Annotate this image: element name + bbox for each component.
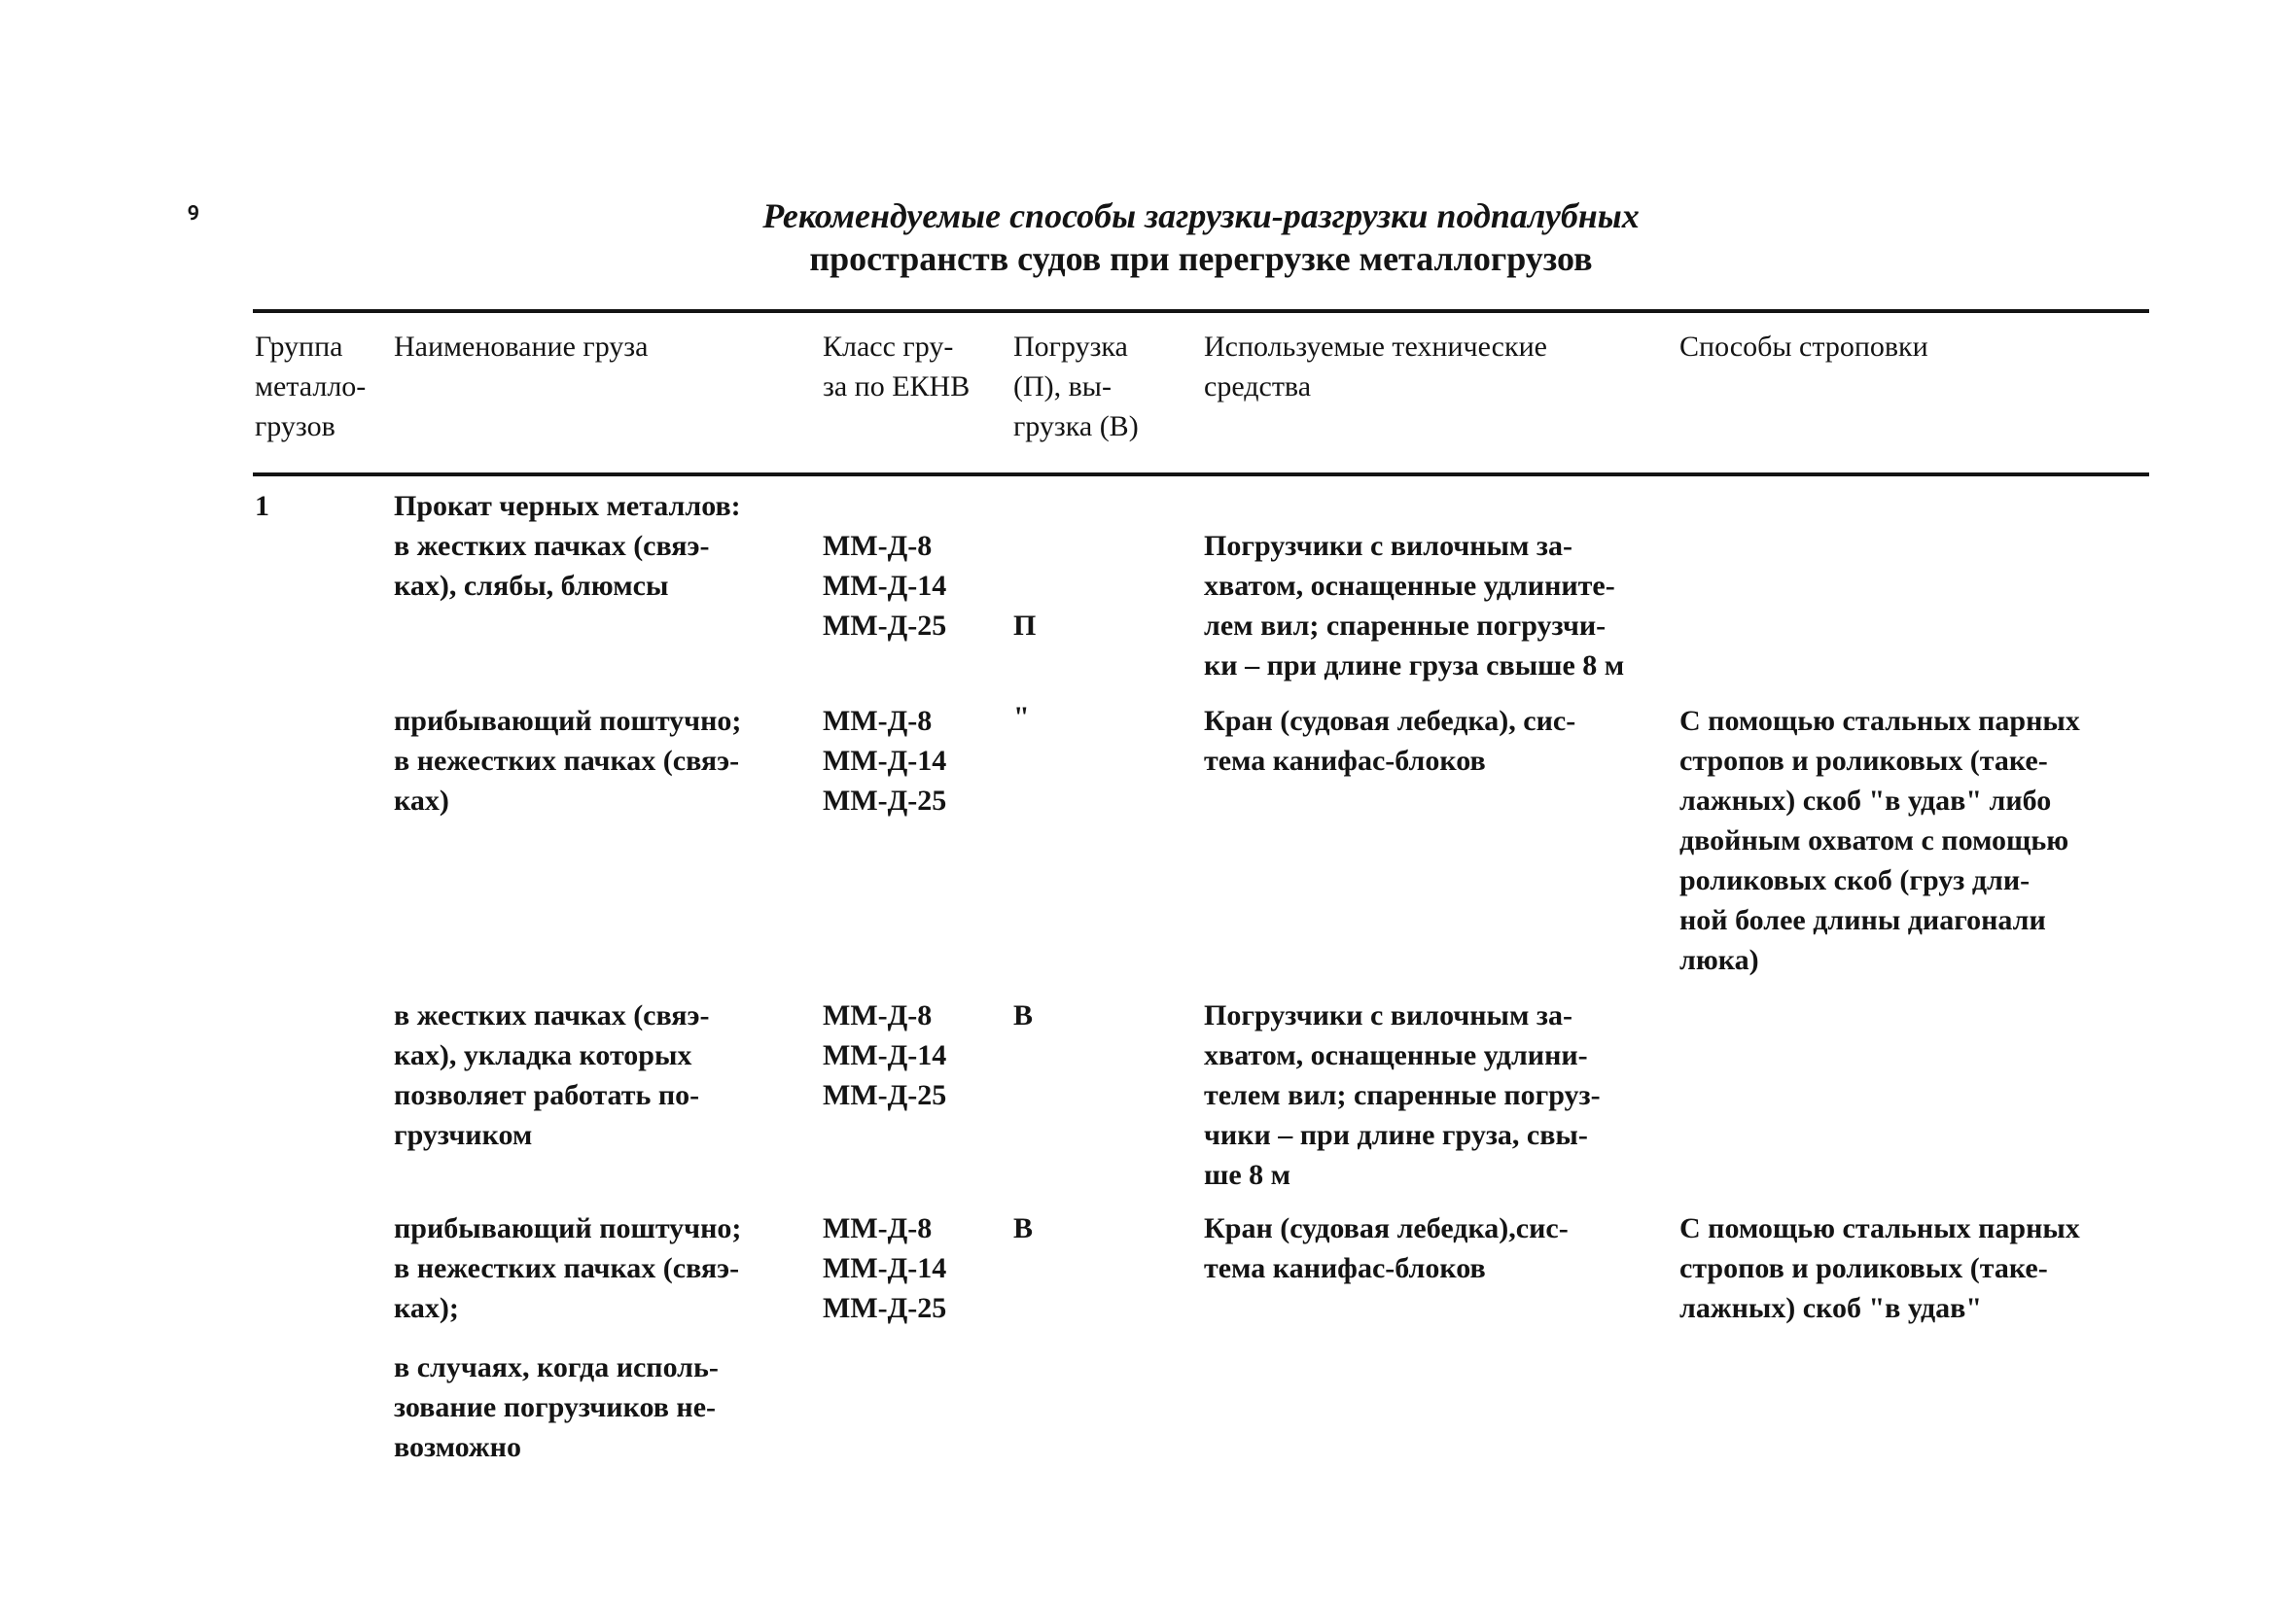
row-2-sling	[1679, 701, 2137, 980]
row-3-means-line: чики – при длине груза, свы-	[1204, 1119, 1588, 1151]
row-1-load: П	[1013, 610, 1037, 642]
header-load-line: грузка (В)	[1013, 410, 1139, 442]
header-group-line: Группа	[255, 331, 343, 363]
header-sling: Способы строповки	[1679, 331, 1928, 363]
row-3-load: В	[1013, 999, 1034, 1031]
note-line: возможно	[394, 1431, 521, 1463]
row-3-means	[1204, 996, 1690, 1195]
row-3-class: ММ-Д-25	[823, 1079, 947, 1111]
header-name: Наименование груза	[394, 331, 649, 363]
row-4-name-line: прибывающий поштучно;	[394, 1212, 742, 1244]
row-3-means-line: Погрузчики с вилочным за-	[1204, 999, 1572, 1031]
row-4-name-line: в нежестких пачках (свяэ-	[394, 1252, 740, 1284]
row-4-sling-line: стропов и роликовых (таке-	[1679, 1252, 2048, 1284]
row-2-class: ММ-Д-14	[823, 745, 947, 777]
row-2-name-line: прибывающий поштучно;	[394, 705, 742, 737]
page-mark: ꝰ	[188, 198, 199, 230]
header-class-line: за по ЕКНВ	[823, 370, 971, 402]
row-2-name-line: ках)	[394, 785, 449, 817]
header-means-line: средства	[1204, 370, 1312, 402]
row-4-classes	[823, 1208, 1003, 1328]
row-4-name	[394, 1208, 788, 1328]
row-4-sling	[1679, 1208, 2137, 1328]
row-1-class: ММ-Д-25	[823, 610, 947, 642]
group-title: Прокат черных металлов:	[394, 490, 741, 522]
row-3-name-line: позволяет работать по-	[394, 1079, 700, 1111]
header-group-line: металло-	[255, 370, 367, 402]
row-2-class: ММ-Д-8	[823, 705, 933, 737]
row-4-means	[1204, 1208, 1690, 1288]
row-2-name-line: в нежестких пачках (свяэ-	[394, 745, 740, 777]
header-group	[255, 327, 381, 446]
row-3-class: ММ-Д-8	[823, 999, 933, 1031]
row-1-name-line: ках), слябы, блюмсы	[394, 570, 669, 602]
page-title	[253, 194, 2149, 280]
row-1-means	[1204, 526, 1690, 685]
row-1-class: ММ-Д-8	[823, 530, 933, 562]
row-3-means-line: телем вил; спаренные погруз-	[1204, 1079, 1601, 1111]
row-4-sling-line: лажных) скоб "в удав"	[1679, 1292, 1982, 1324]
row-4-means-line: Кран (судовая лебедка),сис-	[1204, 1212, 1569, 1244]
row-4-class: ММ-Д-25	[823, 1292, 947, 1324]
row-2-sling-line: стропов и роликовых (таке-	[1679, 745, 2048, 777]
note-line: в случаях, когда исполь-	[394, 1351, 719, 1383]
row-2-means	[1204, 701, 1690, 781]
header-group-line: грузов	[255, 410, 336, 442]
row-2-sling-line: роликовых скоб (груз дли-	[1679, 864, 2031, 896]
row-2-load: "	[1013, 701, 1030, 733]
row-1-classes	[823, 526, 1003, 646]
row-2-means-line: тема канифас-блоков	[1204, 745, 1486, 777]
header-class	[823, 327, 1003, 406]
group-number: 1	[255, 490, 269, 522]
row-2-class: ММ-Д-25	[823, 785, 947, 817]
row-1-means-line: хватом, оснащенные удлините-	[1204, 570, 1615, 602]
note-line: зование погрузчиков не-	[394, 1391, 717, 1423]
row-2-sling-line: люка)	[1679, 944, 1759, 976]
row-2-name	[394, 701, 788, 821]
row-3-class: ММ-Д-14	[823, 1039, 947, 1071]
header-class-line: Класс гру-	[823, 331, 954, 363]
row-2-means-line: Кран (судовая лебедка), сис-	[1204, 705, 1576, 737]
row-3-means-line: хватом, оснащенные удлини-	[1204, 1039, 1588, 1071]
row-1-name-line: в жестких пачках (свяэ-	[394, 530, 710, 562]
row-1-means-line: ки – при длине груза свыше 8 м	[1204, 649, 1625, 682]
row-4-means-line: тема канифас-блоков	[1204, 1252, 1486, 1284]
header-load-line: Погрузка	[1013, 331, 1128, 363]
note	[394, 1347, 788, 1467]
header-load-line: (П), вы-	[1013, 370, 1112, 402]
row-4-sling-line: С помощью стальных парных	[1679, 1212, 2080, 1244]
row-1-name	[394, 526, 788, 606]
row-4-load: В	[1013, 1212, 1034, 1244]
row-1-class: ММ-Д-14	[823, 570, 947, 602]
row-3-means-line: ше 8 м	[1204, 1159, 1291, 1191]
header-means	[1204, 327, 1690, 406]
row-4-class: ММ-Д-8	[823, 1212, 933, 1244]
row-3-name-line: в жестких пачках (свяэ-	[394, 999, 710, 1031]
row-3-name-line: ках), укладка которых	[394, 1039, 692, 1071]
row-1-means-line: Погрузчики с вилочным за-	[1204, 530, 1572, 562]
row-3-name-line: грузчиком	[394, 1119, 533, 1151]
title-line-1: Рекомендуемые способы загрузки-разгрузки подпалубных	[762, 196, 1640, 235]
header-means-line: Используемые технические	[1204, 331, 1547, 363]
row-2-sling-line: ной более длины диагонали	[1679, 904, 2046, 936]
row-2-sling-line: С помощью стальных парных	[1679, 705, 2080, 737]
header-load	[1013, 327, 1188, 446]
table-header-rule	[253, 472, 2149, 476]
row-4-class: ММ-Д-14	[823, 1252, 947, 1284]
row-4-name-line: ках);	[394, 1292, 459, 1324]
table-top-rule	[253, 309, 2149, 313]
title-line-2: пространств судов при перегрузке металлогрузов	[809, 239, 1593, 278]
row-2-sling-line: двойным охватом с помощью	[1679, 824, 2069, 856]
row-3-classes	[823, 996, 1003, 1115]
row-3-name	[394, 996, 788, 1155]
row-1-means-line: лем вил; спаренные погрузчи-	[1204, 610, 1607, 642]
row-2-classes	[823, 701, 1003, 821]
row-2-sling-line: лажных) скоб "в удав" либо	[1679, 785, 2052, 817]
